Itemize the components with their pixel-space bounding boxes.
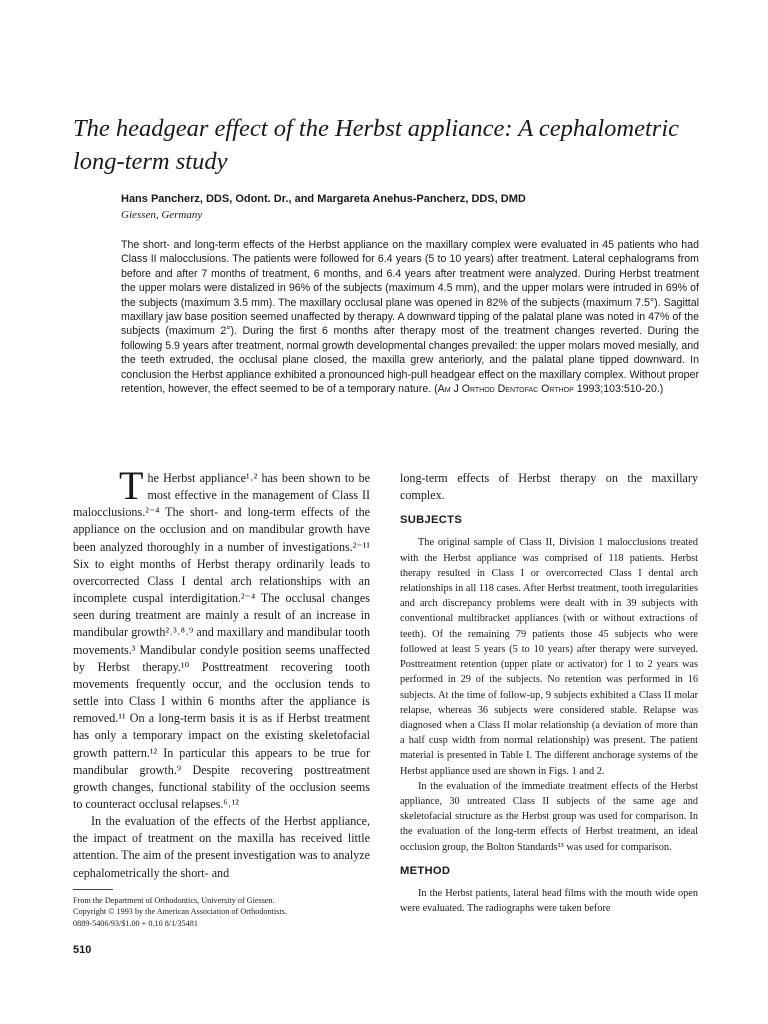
footnote: [73, 895, 373, 929]
intro-text: he Herbst appliance¹˒² has been shown to be most effective in the management of Class II malocclusions.²⁻⁴ The short- and long-term effects of the appliance on the occlusion and on mandibular growth have been analyzed thoroughly in a number of investigations.²⁻¹¹ Six to eight months of Herbst therapy ordinarily leads to overcorrected Class I dental arch relationships with an incomplete cuspal interdigitation.²⁻⁴ The occlusal changes seen during treatment are mainly a result of an increase in mandibular growth²˒³˒⁸˒⁹ and maxillary and mandibular tooth movements.³ Mandibular condyle position seems unaffected by Herbst therapy.¹⁰ Posttreatment recovering tooth movements frequently occur, and the occlusion tends to settle into Class I within 6 months after the appliance is removed.¹¹ On a long-term basis it is as if Herbst treatment has only a temporary impact on the existing skeletofacial growth pattern.¹² In particular this appears to be true for mandibular growth.⁹ Despite recovering posttreatment growth changes, functional stability of the occlusion seems to counteract occlusal relapses.⁶˒¹²: [73, 471, 370, 811]
page-number: 510: [73, 944, 92, 956]
abstract: [121, 238, 699, 396]
drop-cap: T: [119, 463, 144, 508]
intro-continuation: long-term effects of Herbst therapy on the maxillary complex.: [400, 471, 698, 503]
intro-paragraph: [73, 463, 370, 813]
abstract-citation-ref: 1993;103:510-20.): [573, 383, 664, 396]
affiliation: Giessen, Germany: [121, 209, 203, 221]
footnote-line: 0889-5406/93/$1.00 + 0.10 8/1/35481: [73, 918, 198, 928]
aim-paragraph: In the evaluation of the effects of the Herbst appliance, the impact of treatment on the maxilla has received little attention. The aim of the present investigation was to analyze cephalometrically the short- and: [73, 814, 370, 880]
authors: Hans Pancherz, DDS, Odont. Dr., and Margareta Anehus-Pancherz, DDS, DMD: [121, 193, 526, 205]
heading-subjects: SUBJECTS: [400, 514, 463, 527]
subjects-paragraph: The original sample of Class II, Division 1 malocclusions treated with the Herbst appliance was comprised of 118 patients. Herbst therapy resulted in Class I or overcorrected Class I dental arch relationships in all 118 cases. After Herbst treatment, tooth irregularities and arch discrepancy problems were dealt with in 39 subjects with conventional multibracket appliances (with or without extractions of teeth). Of the remaining 79 patients those 45 subjects who were followed at least 5 years (5 to 10 years) after therapy were surveyed. Posttreatment retention (upper plate or activator) for 1 to 2 years was performed in 29 of the subjects. No retention was performed in 16 subjects. At the time of follow-up, 9 subjects exhibited a Class II molar relapse, whereas 36 subjects were considered stable. Relapse was diagnosed when a Class II molar relationship (a deviation of more than a half cusp width from normal relationship) was present. The patient material is presented in Table I. The different anchorage systems of the Herbst appliance used are shown in Figs. 1 and 2.: [400, 537, 698, 777]
footnote-rule: [73, 889, 113, 890]
left-column: [73, 463, 370, 882]
abstract-text: The short- and long-term effects of the Herbst appliance on the maxillary complex were evaluated in 45 patients who had Class II malocclusions. The patients were followed for 6.4 years (5 to 10 years) after treatment. Lateral cephalograms from before and after 7 months of treatment, 6 months, and 6.4 years after treatment were analyzed. During Herbst treatment the upper molars were distalized in 96% of the subjects (maximum 4.5 mm), and the upper molars were intruded in 69% of the subjects (maximum 3.5 mm). The maxillary occlusal plane was opened in 82% of the subjects (maximum 7.5°). Sagittal maxillary jaw base position seemed unaffected by therapy. A downward tipping of the palatal plane was noted in 47% of the subjects (maximum 2°). During the first 6 months after therapy most of the treatment changes reverted. During the following 5.9 years after treatment, normal growth developmental changes prevailed: the upper molars moved mesially, and the teeth extruded, the occlusal plane closed, the maxilla grew anteriorly, and the palatal plane tipped downward. In conclusion the Herbst appliance exhibited a pronounced high-pull headgear effect on the maxillary complex. Without proper retention, however, the effect seemed to be of a temporary nature. (: [121, 239, 699, 396]
method-paragraph: In the Herbst patients, lateral head films with the mouth wide open were evaluated. The radiographs were taken before: [400, 887, 698, 915]
comparison-paragraph: In the evaluation of the immediate treatment effects of the Herbst appliance, 30 untreated Class II subjects of the same age and skeletofacial structure as the Herbst group was used for comparison. In the evaluation of the long-term effects of Herbst treatment, an ideal occlusion group, the Bolton Standards¹³ was used for comparison.: [400, 780, 698, 853]
abstract-citation-journal: Am J Orthod Dentofac Orthop: [437, 383, 574, 396]
footnote-line: Copyright © 1993 by the American Association of Orthodontists.: [73, 907, 287, 917]
heading-method: METHOD: [400, 864, 451, 877]
footnote-line: From the Department of Orthodontics, University of Giessen.: [73, 896, 275, 905]
right-column: [400, 470, 698, 916]
article-title: The headgear effect of the Herbst appliance: A cephalometric long-term study: [73, 115, 680, 175]
